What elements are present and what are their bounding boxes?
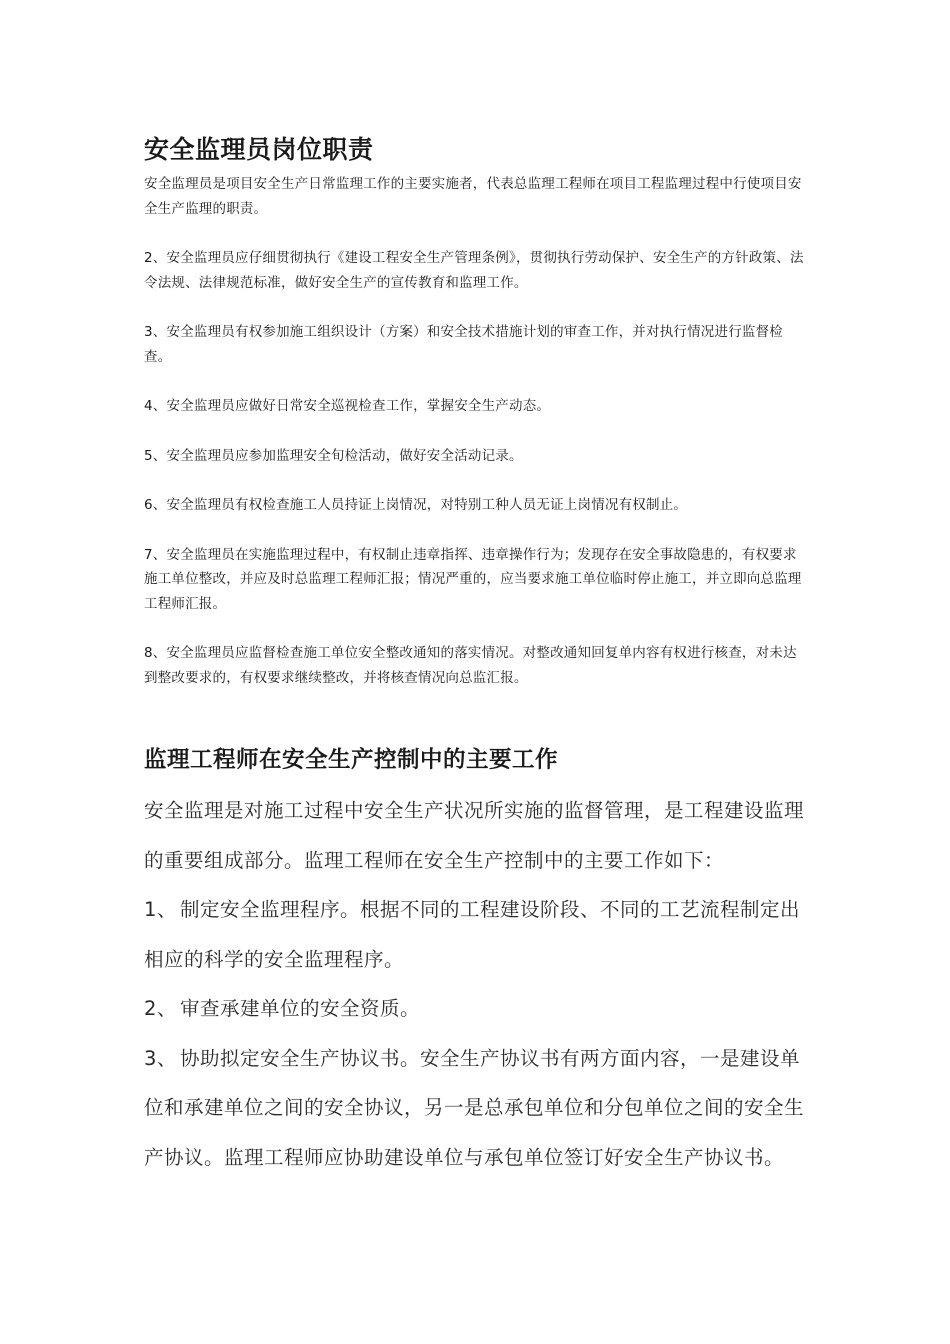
section2-title: 监理工程师在安全生产控制中的主要工作 <box>144 747 559 773</box>
section2-intro: 安全监理是对施工过程中安全生产状况所实施的监督管理，是工程建设监理的重要组成部分。监理工程师在安全生产控制中的主要工作如下： <box>144 799 805 872</box>
section1-paragraph: 8、安全监理员应监督检查施工单位安全整改通知的落实情况。对整改通知回复单内容有权进行核查，对未达到整改要求的，有权要求继续整改，并将核查情况向总监汇报。 <box>144 645 797 686</box>
section1-paragraph: 3、安全监理员有权参加施工组织设计（方案）和安全技术措施计划的审查工作，并对执行情况进行监督检查。 <box>144 324 783 365</box>
section1-paragraph: 5、安全监理员应参加监理安全旬检活动，做好安全活动记录。 <box>144 447 523 464</box>
section1-paragraph: 安全监理员是项目安全生产日常监理工作的主要实施者，代表总监理工程师在项目工程监理过程中行使项目安全生产监理的职责。 <box>144 176 802 217</box>
document-content <box>144 132 808 1182</box>
section1-paragraph: 6、安全监理员有权检查施工人员持证上岗情况，对特别工种人员无证上岗情况有权制止。 <box>144 497 688 513</box>
item-text: 协助拟定安全生产协议书。安全生产协议书有两方面内容，一是建设单位和承建单位之间的安全协议，另一是总承包单位和分包单位之间的安全生产协议。监理工程师应协助建设单位与承包单位签订好安全生产协议书。 <box>144 1046 805 1169</box>
section2-body <box>144 786 808 1182</box>
item-text: 制定安全监理程序。根据不同的工程建设阶段、不同的工艺流程制定出相应的科学的安全监理程序。 <box>144 898 801 971</box>
section1-paragraph: 7、安全监理员在实施监理过程中，有权制止违章指挥、违章操作行为；发现存在安全事故隐患的，有权要求施工单位整改，并应及时总监理工程师汇报；情况严重的，应当要求施工单位临时停止施工，并立即向总监理工程师汇报。 <box>144 546 802 612</box>
item-number: 2、 <box>144 997 177 1020</box>
section2-item <box>144 984 808 1034</box>
section2-item <box>144 1034 808 1183</box>
section1-paragraph: 2、安全监理员应仔细贯彻执行《建设工程安全生产管理条例》，贯彻执行劳动保护、安全生产的方针政策、法令法规、法律规范标准，做好安全生产的宣传教育和监理工作。 <box>144 250 804 291</box>
section1-title: 安全监理员岗位职责 <box>144 135 374 164</box>
item-number: 3、 <box>144 1046 177 1070</box>
item-number: 1、 <box>144 898 177 921</box>
section1-paragraph: 4、安全监理员应做好日常安全巡视检查工作，掌握安全生产动态。 <box>144 398 551 414</box>
item-text: 审查承建单位的安全资质。 <box>180 997 421 1020</box>
section2-item <box>144 885 808 984</box>
